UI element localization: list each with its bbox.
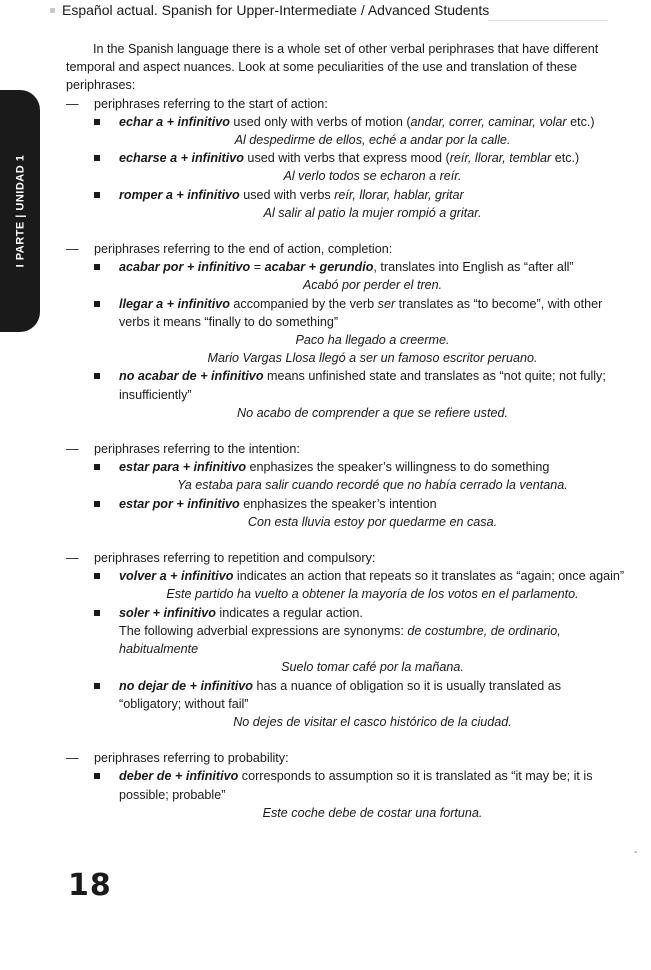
list-item xyxy=(94,567,626,603)
list-item xyxy=(94,295,626,368)
section xyxy=(66,95,626,222)
side-tab-label: I PARTE | UNIDAD 1 xyxy=(14,154,26,268)
item-tail: etc.) xyxy=(566,114,595,129)
term: soler + infinitivo xyxy=(119,605,216,620)
section-dash: — xyxy=(66,96,79,111)
term: echarse a + infinitivo xyxy=(119,151,244,166)
section-heading: periphrases referring to the start of action: xyxy=(94,96,328,111)
side-tab xyxy=(0,90,40,332)
list-item xyxy=(94,604,626,677)
term: llegar a + infinitivo xyxy=(119,296,230,311)
list-item xyxy=(94,113,626,149)
item-italic: reír, llorar, temblar xyxy=(449,151,552,166)
list-item xyxy=(94,767,626,822)
item-text: means unfinished state and translates as “not quite; not fully; insufficiently” xyxy=(119,369,606,402)
running-header xyxy=(62,2,489,18)
example: No acabo de comprender a que se refiere usted. xyxy=(237,405,508,420)
square-bullet-icon xyxy=(94,301,100,307)
page-number: 18 xyxy=(68,868,112,903)
example: Al despedirme de ellos, eché a andar por la calle. xyxy=(234,133,511,148)
page-content xyxy=(66,40,626,822)
term: romper a + infinitivo xyxy=(119,187,240,202)
list-item xyxy=(94,186,626,222)
section xyxy=(66,749,626,822)
item-italic: ser xyxy=(377,296,396,311)
example: Acabó por perder el tren. xyxy=(302,278,443,293)
example: Mario Vargas Llosa llegó a ser un famoso escritor peruano. xyxy=(207,351,538,366)
list-item xyxy=(94,258,626,294)
square-bullet-icon xyxy=(94,373,100,379)
item-text: accompanied by the verb xyxy=(229,296,378,311)
square-bullet-icon xyxy=(94,501,100,507)
example: No dejes de visitar el casco histórico de la ciudad. xyxy=(233,714,512,729)
item-italic: reír, llorar, hablar, gritar xyxy=(334,187,464,202)
term: estar por + infinitivo xyxy=(119,496,240,511)
list-item xyxy=(94,367,626,422)
example: Paco ha llegado a creerme. xyxy=(295,333,450,348)
section xyxy=(66,440,626,531)
item-text: enphasizes the speaker’s intention xyxy=(239,496,437,511)
section xyxy=(66,549,626,731)
section-heading: periphrases referring to repetition and compulsory: xyxy=(94,551,376,566)
term: no acabar de + infinitivo xyxy=(119,369,264,384)
term: echar a + infinitivo xyxy=(119,114,230,129)
item-text: corresponds to assumption so it is translated as “it may be; it is possible; probable” xyxy=(119,769,593,802)
section-dash: — xyxy=(66,551,79,566)
square-bullet-icon xyxy=(94,610,100,616)
square-bullet-icon xyxy=(94,264,100,270)
term: volver a + infinitivo xyxy=(119,569,234,584)
example: Este partido ha vuelto a obtener la mayoría de los votos en el parlamento. xyxy=(166,587,579,602)
item-text: used only with verbs of motion ( xyxy=(229,114,411,129)
example: Al verlo todos se echaron a reír. xyxy=(283,169,462,184)
term: deber de + infinitivo xyxy=(119,769,239,784)
item-tail: , translates into English as “after all” xyxy=(373,260,574,275)
square-bullet-icon xyxy=(94,773,100,779)
term: acabar + gerundio xyxy=(264,260,374,275)
item-text: indicates a regular action. xyxy=(215,605,363,620)
example: Al salir al patio la mujer rompió a gritar. xyxy=(263,205,482,220)
square-bullet-icon xyxy=(94,192,100,198)
intro-paragraph: In the Spanish language there is a whole set of other verbal periphrases that have different temporal and aspect nuances. Look at some peculiarities of the use and translation of these periphrases: xyxy=(66,42,599,93)
list-item xyxy=(94,458,626,494)
section-dash: — xyxy=(66,242,79,257)
square-bullet-icon xyxy=(94,464,100,470)
header-title: Español actual. Spanish for Upper-Intermediate / Advanced Students xyxy=(62,2,490,18)
item-tail: translates as “to become”, with other verbs it means “finally to do something” xyxy=(119,296,603,329)
header-bullet-icon xyxy=(50,8,55,13)
square-bullet-icon xyxy=(94,573,100,579)
item-tail: etc.) xyxy=(551,151,580,166)
square-bullet-icon xyxy=(94,155,100,161)
item-italic: andar, correr, caminar, volar xyxy=(410,114,567,129)
list-item xyxy=(94,149,626,185)
section-dash: — xyxy=(66,751,79,766)
list-item xyxy=(94,495,626,531)
term: acabar por + infinitivo xyxy=(119,260,251,275)
section-heading: periphrases referring to probability: xyxy=(94,751,289,766)
example: Ya estaba para salir cuando recordé que no había cerrado la ventana. xyxy=(177,478,568,493)
item-text: indicates an action that repeats so it translates as “again; once again” xyxy=(233,569,625,584)
section-dash: — xyxy=(66,442,79,457)
item-text: has a nuance of obligation so it is usually translated as “obligatory; without fail” xyxy=(119,678,562,711)
section-heading: periphrases referring to the end of action, completion: xyxy=(94,242,393,257)
item-extra-text: The following adverbial expressions are synonyms: xyxy=(119,623,408,638)
item-text: used with verbs xyxy=(239,187,335,202)
example: Este coche debe de costar una fortuna. xyxy=(262,805,483,820)
list-item xyxy=(94,677,626,732)
example: Con esta lluvia estoy por quedarme en casa. xyxy=(247,514,498,529)
margin-mark: - xyxy=(634,847,638,858)
item-text: = xyxy=(250,260,265,275)
item-text: used with verbs that express mood ( xyxy=(243,151,450,166)
term: no dejar de + infinitivo xyxy=(119,678,253,693)
square-bullet-icon xyxy=(94,119,100,125)
item-text: enphasizes the speaker’s willingness to do something xyxy=(246,460,550,475)
section xyxy=(66,240,626,422)
item-extra xyxy=(119,622,626,658)
example: Suelo tomar café por la mañana. xyxy=(281,660,464,675)
item-extra-italic: de costumbre, de ordinario, habitualmente xyxy=(119,623,561,657)
term: estar para + infinitivo xyxy=(119,460,247,475)
section-heading: periphrases referring to the intention: xyxy=(94,442,300,457)
header-rule xyxy=(488,20,608,21)
square-bullet-icon xyxy=(94,683,100,689)
